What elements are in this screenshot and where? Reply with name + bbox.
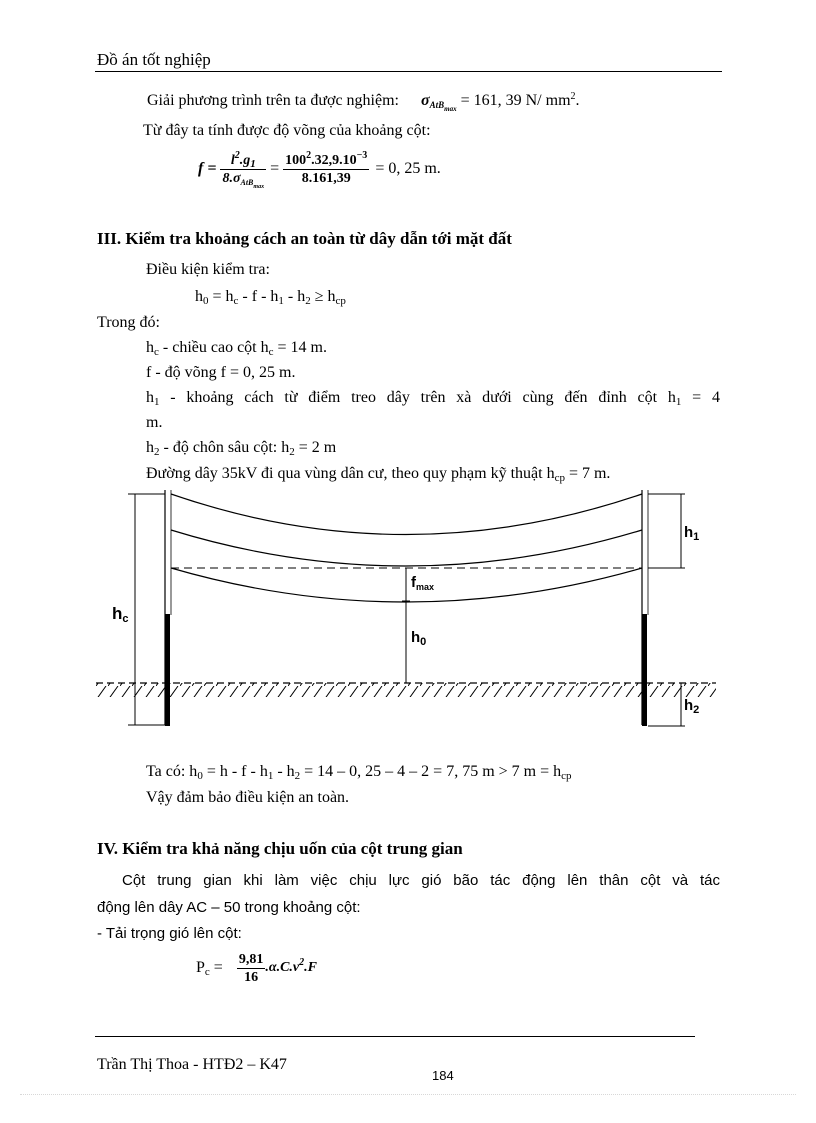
frac2-den: 8.161,39 — [301, 170, 351, 186]
result-c: - h — [273, 763, 295, 780]
wind-fraction — [237, 951, 266, 986]
pc-p: P — [196, 959, 205, 976]
frac1-num-exp: 2 — [234, 149, 240, 161]
frac2-num-exp: 2 — [306, 149, 312, 161]
condition-label: Điều kiện kiểm tra: — [146, 261, 270, 278]
label-h2-h: h — [684, 697, 694, 714]
label-fmax-sub: max — [416, 582, 435, 592]
h1-definition-wrap: m. — [146, 414, 163, 431]
cond-h0-sub: 0 — [203, 295, 209, 307]
solution-text: Giải phương trình trên ta được nghiệm: — [147, 92, 399, 109]
label-h0-sub: 0 — [420, 636, 427, 648]
fmax-h0-dimension — [402, 568, 410, 683]
section3-heading: III. Kiểm tra khoảng cách an toàn từ dây dẫn tới mặt đất — [97, 229, 512, 248]
label-hc-sub: c — [122, 613, 129, 625]
sag-result: = 0, 25 m. — [375, 160, 441, 177]
result-b: = h - f - h — [202, 763, 268, 780]
ground-hatch — [96, 683, 716, 697]
frac2-num-base: 100 — [285, 152, 307, 168]
hc-def-value: = 14 m. — [273, 339, 327, 356]
wind-tail: .α.C.v — [265, 960, 300, 975]
label-h1 — [684, 524, 699, 541]
equals-sign: = — [270, 160, 280, 177]
label-hc — [112, 604, 129, 624]
label-fmax-f: f — [411, 574, 416, 591]
label-h1-sub: 1 — [693, 531, 700, 543]
solution-value: = 161, 39 N/ mm — [460, 92, 571, 109]
pc-sub: c — [204, 966, 210, 978]
solution-exponent: 2 — [570, 91, 576, 102]
footer-rule — [95, 1036, 695, 1037]
cond-hcp-sub: cp — [335, 295, 346, 307]
cond-h2: - h — [283, 288, 306, 305]
sigma-symbol: σ — [421, 92, 430, 109]
label-h0 — [411, 629, 426, 646]
hc-def-sub2: c — [268, 346, 274, 358]
conductor-top — [171, 494, 642, 535]
cond-hc-sub: c — [233, 295, 239, 307]
frac1-num-l: l — [230, 152, 235, 168]
section4-para-line1: Cột trung gian khi làm việc chịu lực gió bão tác động lên thân cột và tác — [122, 872, 720, 889]
page-edge-dots — [20, 1094, 796, 1095]
wind-load-bullet: - Tải trọng gió lên cột: — [97, 925, 242, 942]
h2-def-text: - độ chôn sâu cột: h — [159, 439, 290, 456]
result-a: Ta có: h — [146, 763, 198, 780]
label-fmax — [411, 574, 434, 591]
solution-period: . — [575, 92, 580, 109]
frac1-den-sub: AtB — [240, 177, 254, 187]
line35-value: = 7 m. — [564, 465, 611, 482]
h2-def-sub: 2 — [154, 446, 160, 458]
wind-load-formula — [196, 945, 317, 991]
result-a-sub: 0 — [197, 770, 203, 782]
line35-sub: cp — [554, 472, 565, 484]
h2-def-h: h — [146, 439, 154, 456]
wind-tail-end: .F — [304, 960, 317, 975]
conductor-middle — [171, 530, 642, 566]
frac1-den-subsub: max — [253, 183, 265, 190]
result-b-sub: 1 — [267, 770, 274, 782]
line35-text: Đường dây 35kV đi qua vùng dân cư, theo quy phạm kỹ thuật h — [146, 465, 555, 482]
result-c-sub: 2 — [294, 770, 301, 782]
frac1-num-sub: 1 — [250, 157, 256, 170]
hc-def-h: h — [146, 339, 154, 356]
frac2-num-exp2: −3 — [356, 149, 368, 161]
sag-intro: Từ đây ta tính được độ võng của khoảng cột: — [143, 122, 431, 139]
cond-hc: = h — [208, 288, 234, 305]
footer-author: Trần Thị Thoa - HTĐ2 – K47 — [97, 1056, 287, 1073]
wind-tail-exp: 2 — [299, 957, 305, 968]
frac1-num-g: .g — [239, 152, 251, 168]
cond-h0: h — [195, 288, 203, 305]
wind-frac-num: 9,81 — [238, 951, 264, 967]
h2-def-sub2: 2 — [289, 446, 295, 458]
cond-h1-sub: 1 — [278, 295, 284, 307]
header-title: Đồ án tốt nghiệp — [97, 50, 211, 69]
h2-def-value: = 2 m — [294, 439, 337, 456]
sigma-subsubscript: max — [444, 105, 457, 113]
hc-def-text: - chiều cao cột h — [158, 339, 269, 356]
section4-heading: IV. Kiểm tra khả năng chịu uốn của cột trung gian — [97, 839, 463, 858]
result-d: = 14 – 0, 25 – 4 – 2 = 7, 75 m > 7 m = h — [300, 763, 562, 780]
where-label: Trong đó: — [97, 314, 160, 331]
cond-hcp: ≥ h — [310, 288, 336, 305]
result-d-sub: cp — [561, 770, 572, 782]
section4-para-line2: động lên dây AC – 50 trong khoảng cột: — [97, 899, 361, 916]
f-definition: f - độ võng f = 0, 25 m. — [146, 364, 296, 381]
frac2-num-rest: .32,9.10 — [311, 152, 357, 168]
sigma-subscript: AtB — [429, 100, 445, 110]
conclusion-line: Vậy đảm bảo điều kiện an toàn. — [146, 789, 350, 806]
label-h2 — [684, 697, 699, 714]
cond-h2-sub: 2 — [305, 295, 311, 307]
h1-dimension — [648, 494, 685, 568]
label-h0-h: h — [411, 629, 421, 646]
h1-def-text: - khoảng cách từ điểm treo dây trên xà dưới cùng đến đỉnh cột h — [159, 389, 676, 406]
hc-def-sub: c — [154, 346, 159, 358]
frac1-den: 8.σ — [222, 170, 241, 186]
result-line — [146, 763, 572, 781]
cond-f-h1: - f - h — [238, 288, 279, 305]
pc-eq: = — [209, 959, 223, 976]
formula-f: f = — [198, 160, 217, 177]
h1-def-sub2: 1 — [675, 396, 682, 408]
label-h2-sub: 2 — [693, 704, 700, 716]
label-h1-h: h — [684, 524, 694, 541]
h1-def-sub: 1 — [154, 396, 160, 408]
wind-frac-den: 16 — [244, 969, 259, 985]
label-hc-h: h — [112, 604, 123, 623]
page-number: 184 — [432, 1068, 454, 1083]
h1-def-h: h — [146, 389, 154, 406]
h1-def-value: = 4 — [681, 389, 720, 406]
